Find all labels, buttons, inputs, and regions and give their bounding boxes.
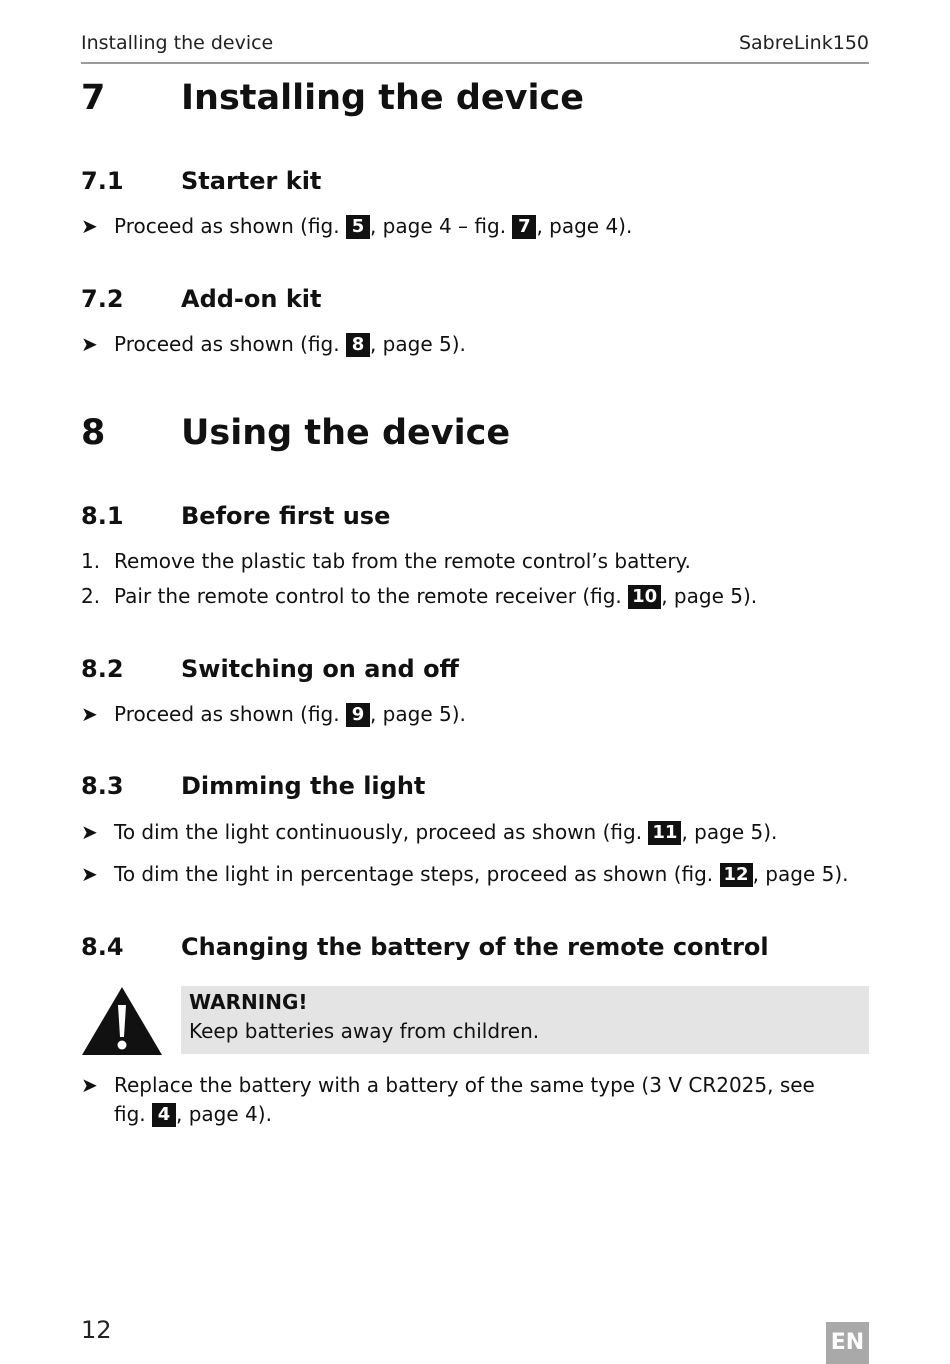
manual-page: [81, 0, 869, 1364]
figure-reference: 7: [512, 215, 536, 239]
section-title: Before first use: [181, 502, 391, 530]
warning-box: [181, 986, 869, 1054]
step-number: 2.: [81, 584, 101, 608]
section-title: Add-on kit: [181, 285, 322, 313]
arrow-icon: ➤: [81, 214, 98, 238]
arrow-icon: ➤: [81, 820, 98, 844]
step-text: Remove the plastic tab from the remote control’s battery.: [114, 549, 691, 573]
section-title: Starter kit: [181, 167, 322, 195]
chapter-number: 8: [81, 413, 106, 453]
section-number: 8.2: [81, 655, 124, 683]
header-product-name: SabreLink150: [738, 32, 869, 54]
header-chapter-title: Installing the device: [81, 32, 274, 54]
instruction-text: Replace the battery with a battery of the same type (3 V CR2025, see fig. 4 , page 4).: [114, 1073, 815, 1126]
section-title: Changing the battery of the remote control: [181, 933, 769, 961]
figure-reference: 11: [648, 821, 681, 845]
step-text: Pair the remote control to the remote receiver (fig. 10 , page 5).: [114, 584, 758, 608]
figure-reference: 12: [720, 863, 753, 887]
section-number: 8.1: [81, 502, 124, 530]
warning-text: Keep batteries away from children.: [189, 1019, 540, 1043]
page-number: 12: [81, 1316, 112, 1344]
language-badge: EN: [826, 1322, 869, 1364]
instruction-item: [81, 1071, 841, 1131]
chapter-number: 7: [81, 78, 106, 118]
instruction-text: Proceed as shown (fig. 8 , page 5).: [114, 332, 466, 356]
warning-title: WARNING!: [189, 990, 308, 1014]
section-number: 8.3: [81, 772, 124, 800]
arrow-icon: ➤: [81, 1073, 98, 1097]
running-header: [81, 32, 869, 64]
figure-reference: 9: [346, 703, 370, 727]
arrow-icon: ➤: [81, 332, 98, 356]
arrow-icon: ➤: [81, 702, 98, 726]
figure-reference: 8: [346, 333, 370, 357]
section-number: 7.1: [81, 167, 124, 195]
figure-reference: 4: [152, 1103, 176, 1127]
instruction-text: Proceed as shown (fig. 9 , page 5).: [114, 702, 466, 726]
section-title: Dimming the light: [181, 772, 426, 800]
figure-reference: 5: [346, 215, 370, 239]
chapter-title: Using the device: [181, 413, 511, 453]
section-number: 8.4: [81, 933, 124, 961]
section-title: Switching on and off: [181, 655, 459, 683]
chapter-title: Installing the device: [181, 78, 584, 118]
step-number: 1.: [81, 549, 101, 573]
arrow-icon: ➤: [81, 862, 98, 886]
instruction-text: To dim the light in percentage steps, proceed as shown (fig. 12 , page 5).: [114, 862, 849, 886]
section-number: 7.2: [81, 285, 124, 313]
figure-reference: 10: [628, 585, 661, 609]
instruction-text: Proceed as shown (fig. 5 , page 4 – fig. 7 , page 4).: [114, 214, 633, 238]
warning-triangle-icon: [81, 985, 163, 1057]
instruction-text: To dim the light continuously, proceed as shown (fig. 11 , page 5).: [114, 820, 778, 844]
